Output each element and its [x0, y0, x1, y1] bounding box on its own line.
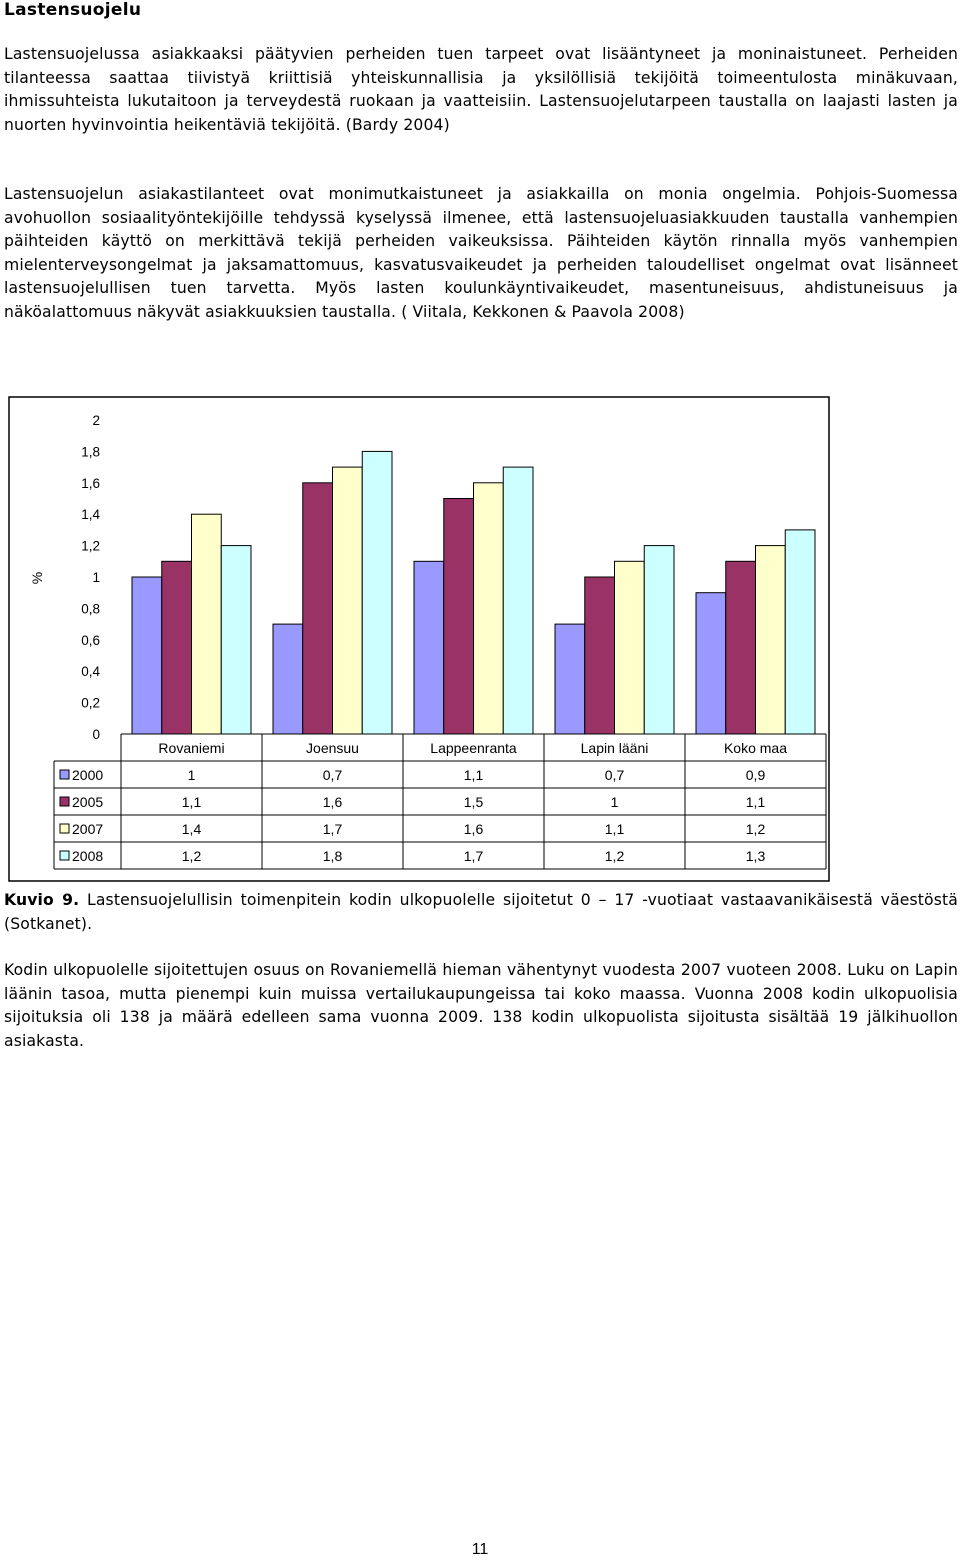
data-table-value: 1,2 — [745, 821, 766, 837]
legend-swatch — [60, 797, 69, 806]
data-table-value: 0,7 — [322, 767, 343, 783]
bar — [696, 593, 726, 734]
category-label: Lappeenranta — [430, 740, 517, 756]
data-table-value: 1,7 — [322, 821, 343, 837]
y-tick-label: 0,2 — [81, 695, 100, 711]
y-tick-label: 1,6 — [81, 475, 100, 491]
bar — [615, 561, 645, 734]
bar — [585, 577, 615, 734]
y-tick-label: 0 — [92, 727, 100, 742]
paragraph-placements: Kodin ulkopuolelle sijoitettujen osuus on Rovaniemellä hieman vähentynyt vuodesta 2007 vuoteen 2008. Luku on Lapin läänin tasoa, mutta pienempi kuin muissa vertailukaupungeissa tai koko maassa. Vuonna 2008 kodin ulkopuolisia sijoituksia oli 138 ja määrä edelleen sama vuonna 2009. 138 kodin ulkopuolista sijoitusta sisältää 19 jälkihuollon asiakasta. — [4, 961, 958, 1050]
bar — [474, 483, 504, 734]
bar — [644, 546, 674, 734]
bar — [785, 530, 815, 734]
y-tick-label: 1,4 — [81, 507, 100, 523]
y-tick-label: 1 — [92, 570, 100, 585]
data-table-value: 0,9 — [745, 767, 766, 783]
y-tick-label: 0,4 — [81, 664, 100, 680]
y-tick-label: 0,8 — [81, 601, 100, 617]
data-table-value: 1,6 — [322, 794, 343, 810]
data-table-value: 1,7 — [463, 848, 484, 864]
category-label: Koko maa — [723, 740, 788, 756]
bar — [132, 577, 162, 734]
bar — [162, 561, 192, 734]
bar — [555, 624, 585, 734]
data-table-value: 1,2 — [604, 848, 625, 864]
y-axis-label: % — [29, 571, 45, 585]
data-table-value: 1,4 — [181, 821, 202, 837]
data-table-value: 1,3 — [745, 848, 766, 864]
legend-label: 2005 — [72, 794, 104, 810]
bar — [726, 561, 756, 734]
data-table-value: 1 — [187, 767, 196, 783]
category-label: Lapin lääni — [580, 740, 649, 756]
page-number: 11 — [471, 1541, 489, 1558]
legend-label: 2000 — [72, 767, 104, 783]
legend-label: 2008 — [72, 848, 104, 864]
caption-label: Kuvio 9. — [4, 891, 80, 909]
legend-swatch — [60, 851, 69, 860]
bar-chart — [8, 396, 830, 882]
data-table-value: 1,6 — [463, 821, 484, 837]
paragraph-intro: Lastensuojelussa asiakkaaksi päätyvien perheiden tuen tarpeet ovat lisääntyneet ja moninaistuneet. Perheiden tilanteessa saattaa tiivistyä kriittisiä yhteiskunnallisia ja yksilöllisiä tekijöitä toimeentulosta minäkuvaan, ihmissuhteista lukutaitoon ja terveydestä ruokaan ja vaatteisiin. Lastensuojelutarpeen taustalla on laajasti lasten ja nuorten hyvinvointia heikentäviä tekijöitä. (Bardy 2004) — [4, 45, 958, 134]
data-table-value: 1,2 — [181, 848, 202, 864]
category-label: Rovaniemi — [158, 740, 225, 756]
caption-text: Lastensuojelullisin toimenpitein kodin ulkopuolelle sijoitetut 0 – 17 -vuotiaat vastaavanikäisestä väestöstä (Sotkanet). — [4, 891, 958, 933]
data-table-value: 1,5 — [463, 794, 484, 810]
data-table-value: 1,1 — [181, 794, 202, 810]
y-tick-label: 0,6 — [81, 632, 100, 648]
data-table-value: 1,1 — [745, 794, 766, 810]
bar — [221, 546, 251, 734]
bar — [444, 499, 474, 735]
y-tick-label: 2 — [92, 413, 100, 428]
bar — [362, 451, 392, 734]
figure-caption — [4, 889, 958, 936]
paragraph-client-situations: Lastensuojelun asiakastilanteet ovat monimutkaistuneet ja asiakkailla on monia ongelmia. Pohjois-Suomessa avohuollon sosiaalityöntekijöille tehdyssä kyselyssä ilmenee, että lastensuojeluasiakkuuden taustalla vanhempien päihteiden käyttö on merkittävä tekijä perheiden vaikeuksissa. Päihteiden käytön rinnalla myös vanhempien mielenterveysongelmat ja jaksamattomuus, kasvatusvaikeudet ja perheiden taloudelliset ongelmat ovat lisänneet lastensuojelullisen tuen tarvetta. Myös lasten koulunkäyntivaikeudet, masentuneisuus, ahdistuneisuus ja näköalattomuus näkyvät asiakkuuksien taustalla. ( Viitala, Kekkonen & Paavola 2008) — [4, 185, 958, 321]
bar — [414, 561, 444, 734]
legend-swatch — [60, 824, 69, 833]
data-table-value: 0,7 — [604, 767, 625, 783]
legend-swatch — [60, 770, 69, 779]
section-heading: Lastensuojelu — [4, 0, 142, 20]
bar — [273, 624, 303, 734]
data-table-value: 1 — [610, 794, 619, 810]
data-table-value: 1,1 — [604, 821, 625, 837]
bar — [192, 514, 222, 734]
bar — [303, 483, 333, 734]
bar — [503, 467, 533, 734]
bar — [333, 467, 363, 734]
y-tick-label: 1,8 — [81, 444, 100, 460]
legend-label: 2007 — [72, 821, 104, 837]
category-label: Joensuu — [306, 740, 359, 756]
bar — [756, 546, 786, 734]
data-table-value: 1,8 — [322, 848, 343, 864]
y-tick-label: 1,2 — [81, 538, 100, 554]
data-table-value: 1,1 — [463, 767, 484, 783]
